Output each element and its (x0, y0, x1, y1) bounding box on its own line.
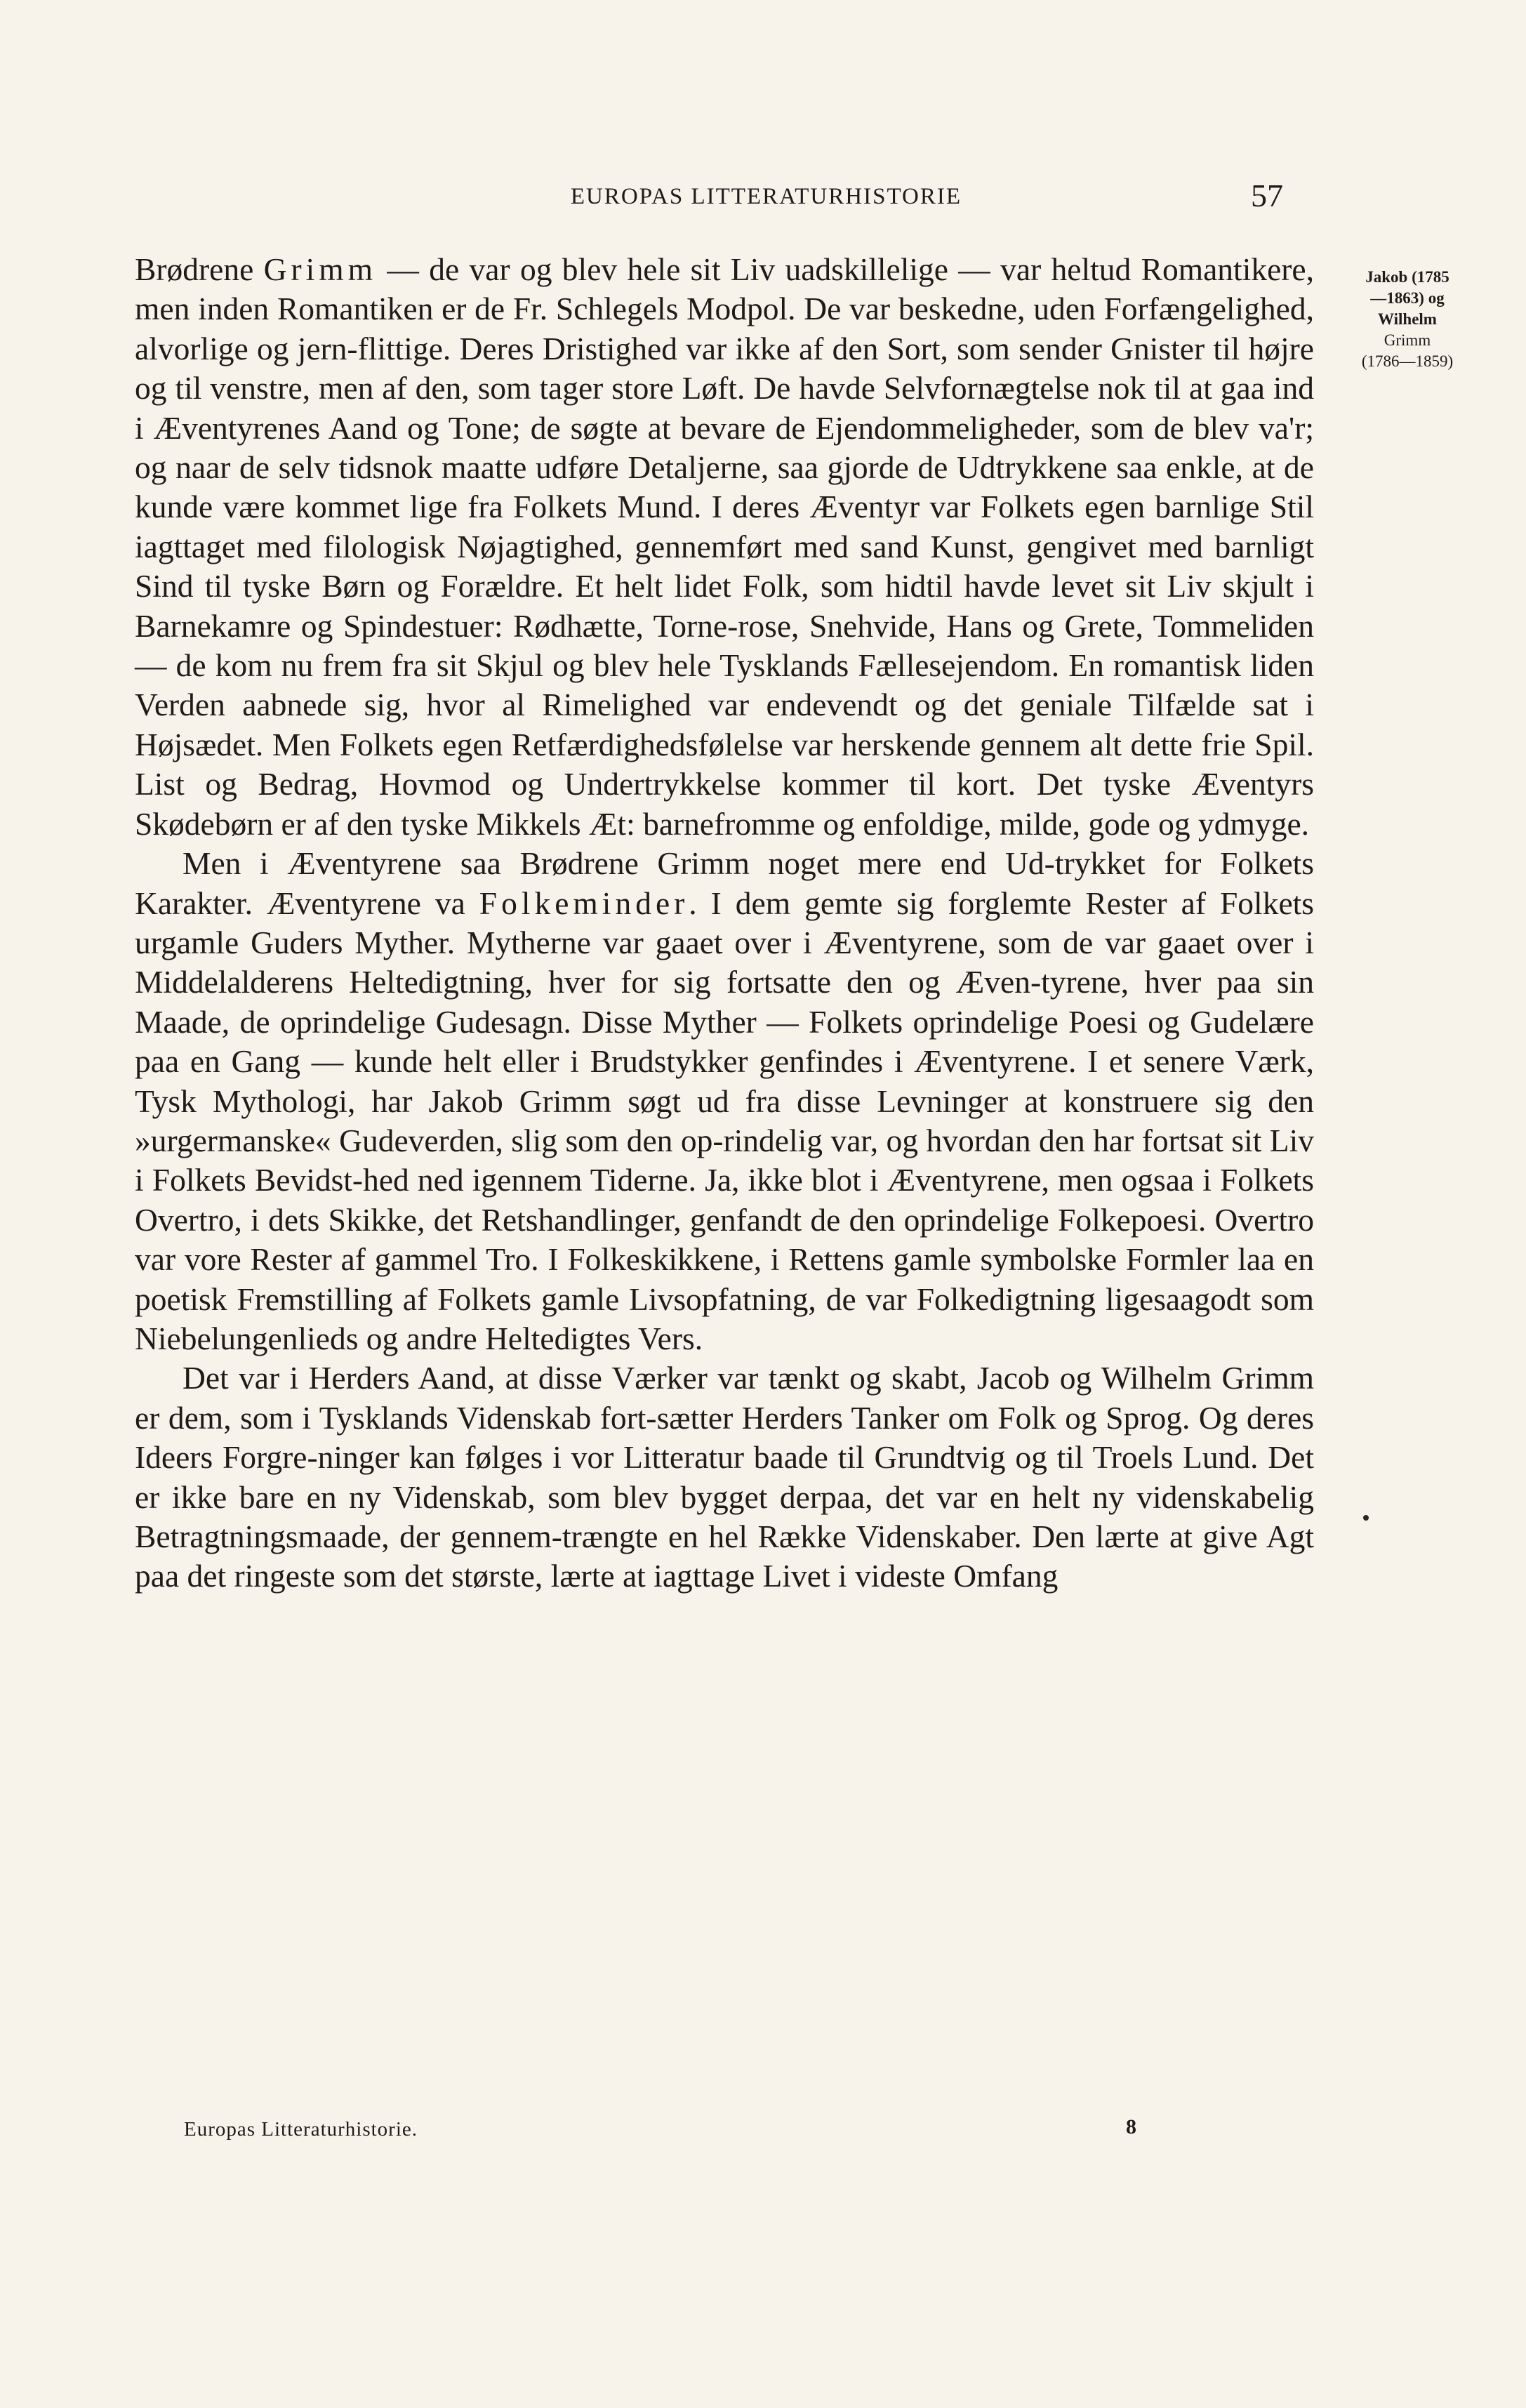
margin-note-line: —1863) og (1370, 289, 1445, 307)
margin-note-line: Grimm (1384, 331, 1431, 349)
page-number: 57 (1251, 178, 1283, 213)
margin-note-line: (1786—1859) (1361, 352, 1454, 370)
paragraph-1 (135, 250, 1314, 844)
footer-book-title: Europas Litteraturhistorie. (184, 2118, 418, 2141)
spaced-term: Folkeminder (479, 885, 689, 921)
margin-note (1320, 267, 1495, 372)
text-run: . I dem gemte sig forglemte Rester af Folkets urgamle Guders Myther. Mytherne var gaaet over i Æventyrene, som de var gaaet over i Middelalderens Heltedigtning, hver for sig fortsatte den og Æven-tyrene, hver paa sin Maade, de oprindelige Gudesagn. Disse Myther — Folkets oprindelige Poesi og Gudelære paa en Gang — kunde helt eller i Brudstykker genfindes i Æventyrene. I et senere Værk, Tysk Mythologi, har Jakob Grimm søgt ud fra disse Levninger at konstruere sig den »urgermanske« Gudeverden, slig som den op-rindelig var, og hvordan den har fortsat sit Liv i Folkets Bevidst-hed ned igennem Tiderne. Ja, ikke blot i Æventyrene, men ogsaa i Folkets Overtro, i dets Skikke, det Retshandlinger, genfandt de den oprindelige Folkepoesi. Overtro var vore Rester af gammel Tro. I Folkeskikkene, i Rettens gamle symbolske Formler laa en poetisk Fremstilling af Folkets gamle Livsopfatning, de var Folkedigtning ligesaagodt som Niebelungenlieds og andre Heltedigtes Vers. (135, 885, 1314, 1356)
running-header-title: EUROPAS LITTERATURHISTORIE (570, 184, 962, 209)
paragraph-3: Det var i Herders Aand, at disse Værker var tænkt og skabt, Jacob og Wilhelm Grimm er dem, som i Tysklands Videnskab fort-sætter Herders Tanker om Folk og Sprog. Og deres Ideers Forgre-ninger kan følges i vor Litteratur baade til Grundtvig og til Troels Lund. Det er ikke bare en ny Videnskab, som blev bygget derpaa, det var en helt ny videnskabelig Betragtningsmaade, der gennem-trængte en hel Række Videnskaber. Den lærte at give Agt paa det ringeste som det største, lærte at iagttage Livet i videste Omfang (135, 1360, 1314, 1594)
footer-signature: 8 (1126, 2115, 1136, 2138)
stray-mark (1363, 1515, 1369, 1521)
paragraph-2 (135, 844, 1314, 1358)
spaced-name: Grimm (263, 251, 378, 287)
body-text (135, 250, 1314, 1596)
text-run: Brødrene (135, 251, 264, 287)
margin-note-line: Jakob (1785 (1365, 268, 1449, 286)
text-run: — de var og blev hele sit Liv uadskillelige — var heltud Romantikere, men inden Romantiken er de Fr. Schlegels Modpol. De var beskedne, uden Forfængelighed, alvorlige og jern-flittige. Deres Dristighed var ikke af den Sort, som sender Gnister til højre og til venstre, men af den, som tager store Løft. De havde Selvfornægtelse nok til at gaa ind i Æventyrenes Aand og Tone; de søgte at bevare de Ejendommeligheder, som de blev va'r; og naar de selv tidsnok maatte udføre Detaljerne, saa gjorde de Udtrykkene saa enkle, at de kunde være kommet lige fra Folkets Mund. I deres Æventyr var Folkets egen barnlige Stil iagttaget med filologisk Nøjagtighed, gennemført med sand Kunst, gengivet med barnligt Sind til tyske Børn og Forældre. Et helt lidet Folk, som hidtil havde levet sit Liv skjult i Barnekamre og Spindestuer: Rødhætte, Torne-rose, Snehvide, Hans og Grete, Tommeliden — de kom nu frem fra sit Skjul og blev hele Tysklands Fællesejendom. En romantisk liden Verden aabnede sig, hvor al Rimelighed var endevendt og det geniale Tilfælde sat i Højsædet. Men Folkets egen Retfærdighedsfølelse var herskende gennem alt dette frie Spil. List og Bedrag, Hovmod og Undertrykkelse kommer til kort. Det tyske Æventyrs Skødebørn er af den tyske Mikkels Æt: barnefromme og enfoldige, milde, gode og ydmyge. (135, 251, 1315, 842)
text-run: Men i Æventyrene saa Brødrene Grimm noget mere end Ud-trykket for Folkets Karakter. Æventyrene va (135, 845, 1314, 921)
margin-note-line: Wilhelm (1378, 310, 1437, 328)
